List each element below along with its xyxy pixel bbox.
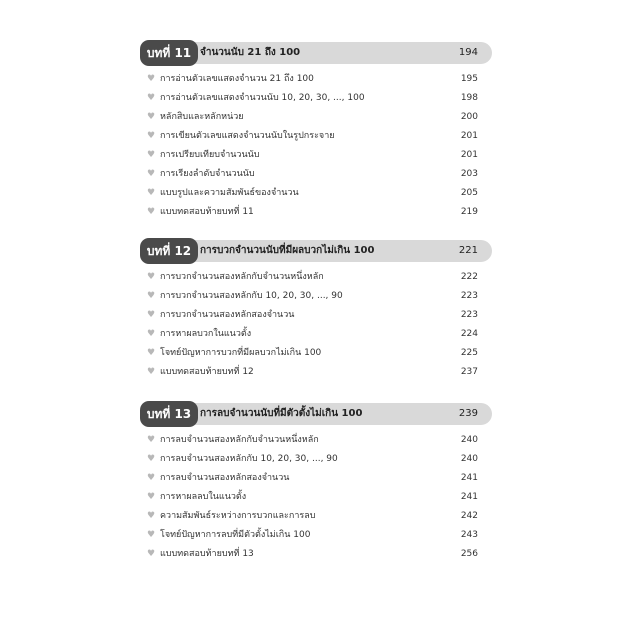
chapter-12 [140, 240, 492, 382]
chapter-header[interactable] [140, 403, 492, 425]
entry-page-number: 201 [460, 150, 478, 160]
entry-page-number: 241 [460, 492, 478, 502]
heart-bullet-icon: ♥ [146, 150, 156, 160]
toc-entry[interactable] [140, 146, 492, 165]
toc-entry[interactable] [140, 488, 492, 507]
heart-bullet-icon: ♥ [146, 310, 156, 320]
entry-title: การหาผลลบในแนวตั้ง [160, 492, 247, 502]
chapter-13 [140, 403, 492, 564]
entry-page-number: 242 [460, 511, 478, 521]
toc-entry[interactable] [140, 268, 492, 287]
entry-title: แบบทดสอบท้ายบทที่ 13 [160, 549, 254, 559]
entry-title: การลบจำนวนสองหลักสองจำนวน [160, 473, 290, 483]
entry-page-number: 201 [460, 131, 478, 141]
entry-title: การอ่านตัวเลขแสดงจำนวน 21 ถึง 100 [160, 74, 314, 84]
entry-page-number: 243 [460, 530, 478, 540]
entry-list [140, 268, 492, 382]
heart-bullet-icon: ♥ [146, 74, 156, 84]
toc-entry[interactable] [140, 526, 492, 545]
entry-page-number: 237 [460, 367, 478, 377]
entry-page-number: 223 [460, 310, 478, 320]
entry-page-number: 241 [460, 473, 478, 483]
entry-title: การบวกจำนวนสองหลักกับ 10, 20, 30, ..., 90 [160, 291, 343, 301]
entry-page-number: 223 [460, 291, 478, 301]
heart-bullet-icon: ♥ [146, 291, 156, 301]
chapter-header[interactable] [140, 42, 492, 64]
toc-entry[interactable] [140, 184, 492, 203]
toc-entry[interactable] [140, 363, 492, 382]
chapter-11 [140, 42, 492, 222]
heart-bullet-icon: ♥ [146, 435, 156, 445]
toc-entry[interactable] [140, 507, 492, 526]
chapter-page-number: 194 [458, 47, 478, 58]
entry-title: การเขียนตัวเลขแสดงจำนวนนับในรูปกระจาย [160, 131, 335, 141]
entry-title: การเรียงลำดับจำนวนนับ [160, 169, 255, 179]
toc-entry[interactable] [140, 70, 492, 89]
entry-page-number: 222 [460, 272, 478, 282]
entry-page-number: 224 [460, 329, 478, 339]
entry-title: การลบจำนวนสองหลักกับ 10, 20, 30, ..., 90 [160, 454, 338, 464]
toc-entry[interactable] [140, 203, 492, 222]
chapter-title: การลบจำนวนนับที่มีตัวตั้งไม่เกิน 100 [200, 408, 363, 419]
chapter-badge: บทที่ 13 [140, 401, 198, 427]
heart-bullet-icon: ♥ [146, 93, 156, 103]
heart-bullet-icon: ♥ [146, 530, 156, 540]
entry-title: การบวกจำนวนสองหลักกับจำนวนหนึ่งหลัก [160, 272, 324, 282]
entry-title: โจทย์ปัญหาการบวกที่มีผลบวกไม่เกิน 100 [160, 348, 322, 358]
heart-bullet-icon: ♥ [146, 549, 156, 559]
heart-bullet-icon: ♥ [146, 454, 156, 464]
toc-entry[interactable] [140, 127, 492, 146]
entry-page-number: 240 [460, 435, 478, 445]
heart-bullet-icon: ♥ [146, 473, 156, 483]
entry-title: การอ่านตัวเลขแสดงจำนวนนับ 10, 20, 30, ..., 100 [160, 93, 365, 103]
entry-title: โจทย์ปัญหาการลบที่มีตัวตั้งไม่เกิน 100 [160, 530, 311, 540]
entry-list [140, 70, 492, 222]
entry-page-number: 225 [460, 348, 478, 358]
entry-page-number: 256 [460, 549, 478, 559]
toc-entry[interactable] [140, 108, 492, 127]
entry-list [140, 431, 492, 564]
toc-entry[interactable] [140, 287, 492, 306]
chapter-page-number: 221 [458, 245, 478, 256]
toc-entry[interactable] [140, 165, 492, 184]
entry-page-number: 219 [460, 207, 478, 217]
heart-bullet-icon: ♥ [146, 112, 156, 122]
heart-bullet-icon: ♥ [146, 188, 156, 198]
toc-entry[interactable] [140, 325, 492, 344]
entry-title: การหาผลบวกในแนวตั้ง [160, 329, 252, 339]
entry-page-number: 240 [460, 454, 478, 464]
entry-title: การเปรียบเทียบจำนวนนับ [160, 150, 260, 160]
heart-bullet-icon: ♥ [146, 131, 156, 141]
chapter-badge: บทที่ 11 [140, 40, 198, 66]
entry-title: แบบทดสอบท้ายบทที่ 12 [160, 367, 254, 377]
entry-title: การลบจำนวนสองหลักกับจำนวนหนึ่งหลัก [160, 435, 319, 445]
toc-entry[interactable] [140, 450, 492, 469]
chapter-page-number: 239 [458, 408, 478, 419]
heart-bullet-icon: ♥ [146, 329, 156, 339]
entry-title: การบวกจำนวนสองหลักสองจำนวน [160, 310, 295, 320]
heart-bullet-icon: ♥ [146, 272, 156, 282]
toc-entry[interactable] [140, 344, 492, 363]
chapter-badge: บทที่ 12 [140, 238, 198, 264]
entry-page-number: 200 [460, 112, 478, 122]
toc-entry[interactable] [140, 89, 492, 108]
heart-bullet-icon: ♥ [146, 169, 156, 179]
entry-title: แบบทดสอบท้ายบทที่ 11 [160, 207, 254, 217]
entry-page-number: 205 [460, 188, 478, 198]
chapter-title: จำนวนนับ 21 ถึง 100 [200, 47, 301, 58]
toc-entry[interactable] [140, 431, 492, 450]
entry-page-number: 198 [460, 93, 478, 103]
toc-entry[interactable] [140, 469, 492, 488]
entry-title: ความสัมพันธ์ระหว่างการบวกและการลบ [160, 511, 316, 521]
heart-bullet-icon: ♥ [146, 348, 156, 358]
heart-bullet-icon: ♥ [146, 492, 156, 502]
entry-title: แบบรูปและความสัมพันธ์ของจำนวน [160, 188, 299, 198]
entry-page-number: 203 [460, 169, 478, 179]
toc-entry[interactable] [140, 306, 492, 325]
heart-bullet-icon: ♥ [146, 511, 156, 521]
entry-title: หลักสิบและหลักหน่วย [160, 112, 244, 122]
chapter-header[interactable] [140, 240, 492, 262]
heart-bullet-icon: ♥ [146, 367, 156, 377]
toc-entry[interactable] [140, 545, 492, 564]
entry-page-number: 195 [460, 74, 478, 84]
heart-bullet-icon: ♥ [146, 207, 156, 217]
chapter-title: การบวกจำนวนนับที่มีผลบวกไม่เกิน 100 [200, 245, 375, 256]
